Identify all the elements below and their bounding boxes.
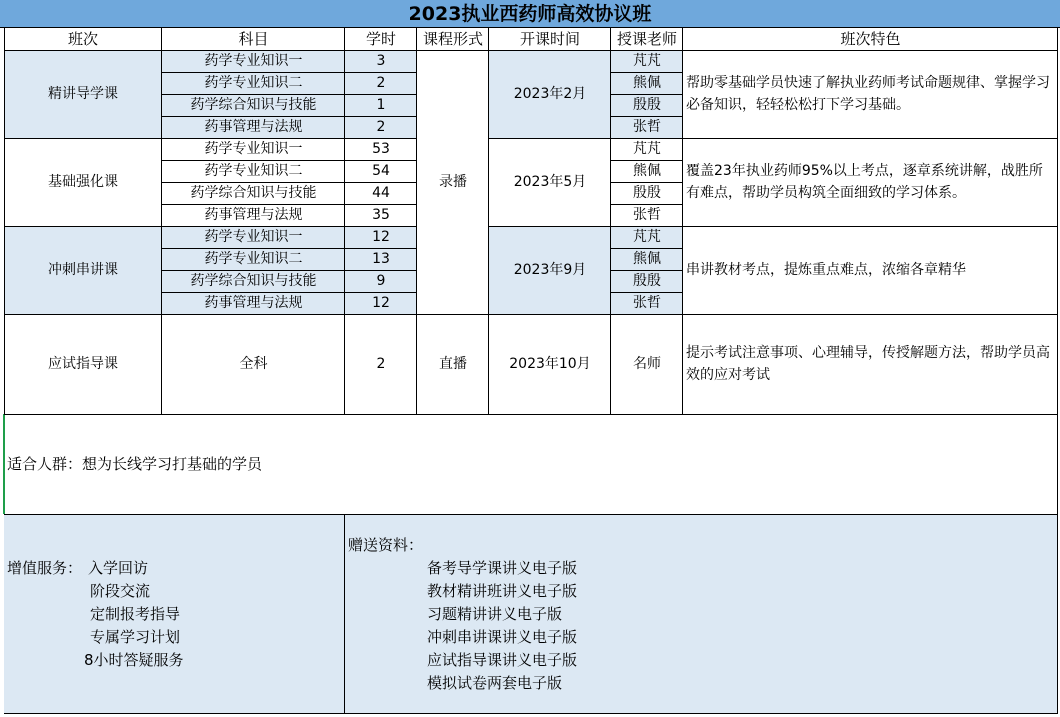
header-hours[interactable]: 学时 xyxy=(345,28,417,50)
header-teacher[interactable]: 授课老师 xyxy=(611,28,683,50)
hours-cell[interactable]: 2 xyxy=(345,116,417,138)
grid-line xyxy=(610,204,683,205)
class-cell[interactable]: 精讲导学课 xyxy=(4,50,162,138)
grid-line xyxy=(4,50,1058,51)
header-class[interactable]: 班次 xyxy=(4,28,162,50)
teacher-cell[interactable]: 熊佩 xyxy=(611,248,683,270)
gift-item: 教材精讲班讲义电子版 xyxy=(427,582,578,600)
audience-cell[interactable]: 适合人群：想为长线学习打基础的学员 xyxy=(4,414,1058,514)
grid-line xyxy=(4,414,1058,415)
start-cell[interactable]: 2023年10月 xyxy=(489,314,611,414)
services-label: 增值服务： xyxy=(7,559,83,577)
teacher-cell[interactable]: 张哲 xyxy=(611,204,683,226)
gift-item: 应试指导课讲义电子版 xyxy=(427,651,578,669)
grid-line xyxy=(161,72,417,73)
hours-cell[interactable]: 3 xyxy=(345,50,417,72)
grid-line xyxy=(4,314,1058,315)
grid-line xyxy=(161,94,417,95)
grid-line xyxy=(4,713,1058,714)
subject-cell[interactable]: 药学专业知识一 xyxy=(162,50,345,72)
gifts-list xyxy=(427,557,577,695)
start-cell[interactable]: 2023年2月 xyxy=(489,50,611,138)
hours-cell[interactable]: 44 xyxy=(345,182,417,204)
teacher-cell[interactable]: 张哲 xyxy=(611,116,683,138)
subject-cell[interactable]: 药事管理与法规 xyxy=(162,292,345,314)
subject-cell[interactable]: 药学专业知识一 xyxy=(162,138,345,160)
class-cell[interactable]: 基础强化课 xyxy=(4,138,162,226)
grid-line xyxy=(610,94,683,95)
subject-cell[interactable]: 药事管理与法规 xyxy=(162,204,345,226)
feature-cell[interactable]: 帮助零基础学员快速了解执业药师考试命题规律、掌握学习必备知识，轻轻松松打下学习基础。 xyxy=(683,50,1058,138)
teacher-cell[interactable]: 芃芃 xyxy=(611,50,683,72)
grid-line xyxy=(4,226,417,227)
grid-line xyxy=(610,72,683,73)
sheet-title[interactable]: 2023执业西药师高效协议班 xyxy=(0,0,1060,28)
hours-cell[interactable]: 12 xyxy=(345,292,417,314)
teacher-cell[interactable]: 熊佩 xyxy=(611,72,683,94)
grid-line xyxy=(161,116,417,117)
services-cell[interactable] xyxy=(4,514,345,713)
grid-line xyxy=(4,138,417,139)
subject-cell[interactable]: 药学综合知识与技能 xyxy=(162,182,345,204)
services-list xyxy=(84,557,184,672)
teacher-cell[interactable]: 张哲 xyxy=(611,292,683,314)
teacher-cell[interactable]: 芃芃 xyxy=(611,226,683,248)
grid-line xyxy=(682,28,683,414)
teacher-cell[interactable]: 熊佩 xyxy=(611,160,683,182)
start-cell[interactable]: 2023年5月 xyxy=(489,138,611,226)
grid-line xyxy=(161,270,417,271)
feature-cell[interactable]: 覆盖23年执业药师95%以上考点，逐章系统讲解，战胜所有难点，帮助学员构筑全面细致的学习体系。 xyxy=(683,138,1058,226)
grid-line xyxy=(488,226,1058,227)
grid-line xyxy=(161,160,417,161)
grid-line xyxy=(416,28,417,414)
grid-line xyxy=(344,28,345,414)
grid-line xyxy=(610,28,611,414)
hours-cell[interactable]: 53 xyxy=(345,138,417,160)
hours-cell[interactable]: 13 xyxy=(345,248,417,270)
gift-item: 习题精讲讲义电子版 xyxy=(427,605,563,623)
gift-item: 冲刺串讲课讲义电子版 xyxy=(427,628,578,646)
subject-cell[interactable]: 药学综合知识与技能 xyxy=(162,270,345,292)
format-live-cell[interactable]: 直播 xyxy=(417,314,489,414)
grid-line xyxy=(4,514,1058,515)
subject-cell[interactable]: 药事管理与法规 xyxy=(162,116,345,138)
subject-cell[interactable]: 全科 xyxy=(162,314,345,414)
grid-line xyxy=(1057,28,1058,714)
class-cell[interactable]: 冲刺串讲课 xyxy=(4,226,162,314)
subject-cell[interactable]: 药学专业知识二 xyxy=(162,72,345,94)
grid-line xyxy=(161,182,417,183)
grid-line xyxy=(610,292,683,293)
grid-line xyxy=(610,160,683,161)
gifts-label: 赠送资料： xyxy=(348,536,424,554)
hours-cell[interactable]: 9 xyxy=(345,270,417,292)
grid-line xyxy=(161,292,417,293)
teacher-cell[interactable]: 芃芃 xyxy=(611,138,683,160)
grid-line xyxy=(488,138,1058,139)
teacher-cell[interactable]: 殷殷 xyxy=(611,270,683,292)
teacher-cell[interactable]: 殷殷 xyxy=(611,182,683,204)
gift-item: 模拟试卷两套电子版 xyxy=(427,674,563,692)
format-recorded-cell[interactable]: 录播 xyxy=(417,50,489,314)
service-item: 专属学习计划 xyxy=(90,628,181,646)
service-item: 入学回访 xyxy=(88,559,149,577)
grid-line xyxy=(161,204,417,205)
header-subject[interactable]: 科目 xyxy=(162,28,345,50)
hours-cell[interactable]: 2 xyxy=(345,72,417,94)
service-item: 8小时答疑服务 xyxy=(84,651,184,669)
service-item: 定制报考指导 xyxy=(90,605,181,623)
header-start[interactable]: 开课时间 xyxy=(489,28,611,50)
hours-cell[interactable]: 12 xyxy=(345,226,417,248)
grid-line xyxy=(161,248,417,249)
feature-cell[interactable]: 串讲教材考点，提炼重点难点，浓缩各章精华 xyxy=(683,226,1058,314)
grid-line xyxy=(610,270,683,271)
subject-cell[interactable]: 药学综合知识与技能 xyxy=(162,94,345,116)
hours-cell[interactable]: 2 xyxy=(345,314,417,414)
grid-line xyxy=(610,248,683,249)
grid-line xyxy=(161,28,162,414)
grid-line xyxy=(610,116,683,117)
hours-cell[interactable]: 35 xyxy=(345,204,417,226)
grid-line xyxy=(4,28,5,414)
gift-item: 备考导学课讲义电子版 xyxy=(427,559,578,577)
grid-line xyxy=(344,514,345,714)
header-feature[interactable]: 班次特色 xyxy=(683,28,1058,50)
subject-cell[interactable]: 药学专业知识二 xyxy=(162,248,345,270)
teacher-cell[interactable]: 名师 xyxy=(611,314,683,414)
subject-cell[interactable]: 药学专业知识二 xyxy=(162,160,345,182)
active-cell-marker xyxy=(3,414,5,514)
teacher-cell[interactable]: 殷殷 xyxy=(611,94,683,116)
gifts-cell[interactable] xyxy=(345,514,1058,713)
service-item: 阶段交流 xyxy=(90,582,151,600)
hours-cell[interactable]: 54 xyxy=(345,160,417,182)
start-cell[interactable]: 2023年9月 xyxy=(489,226,611,314)
grid-line xyxy=(488,28,489,414)
subject-cell[interactable]: 药学专业知识一 xyxy=(162,226,345,248)
class-cell[interactable]: 应试指导课 xyxy=(4,314,162,414)
grid-line xyxy=(610,182,683,183)
feature-cell[interactable]: 提示考试注意事项、心理辅导，传授解题方法，帮助学员高效的应对考试 xyxy=(683,314,1058,414)
header-format[interactable]: 课程形式 xyxy=(417,28,489,50)
hours-cell[interactable]: 1 xyxy=(345,94,417,116)
